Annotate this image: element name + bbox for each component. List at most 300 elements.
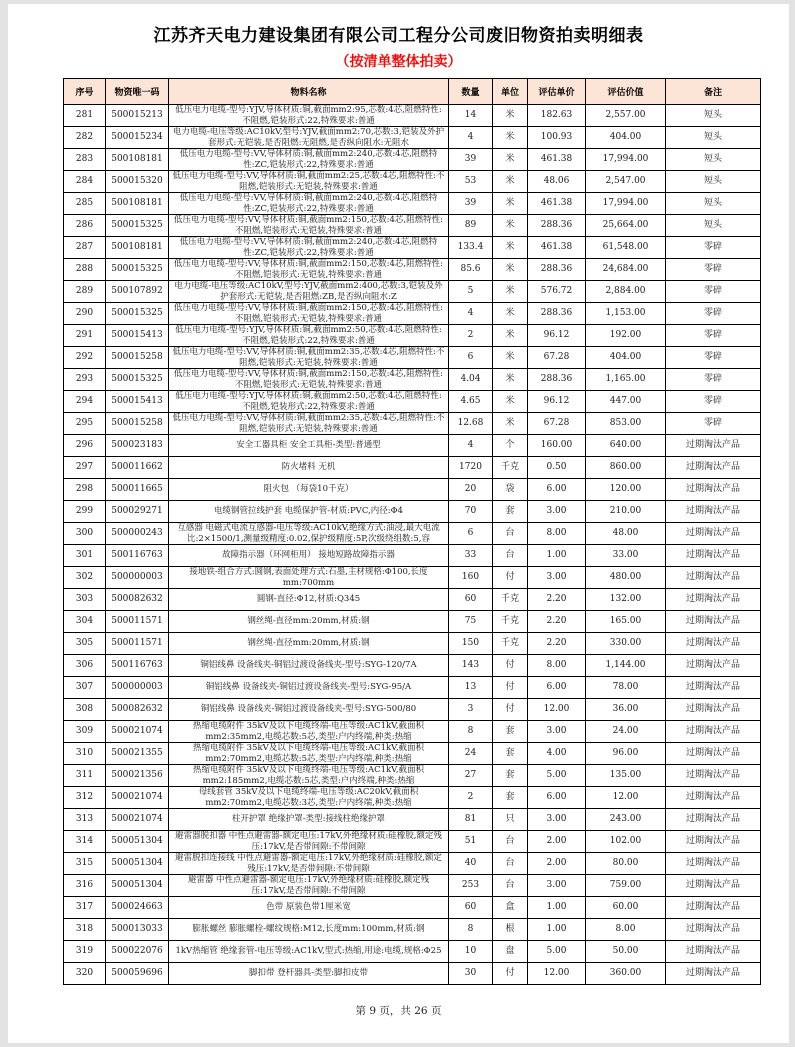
cell-code: 500015320: [106, 171, 169, 193]
cell-seq: 295: [64, 413, 106, 435]
cell-seq: 297: [64, 457, 106, 479]
cell-seq: 311: [64, 765, 106, 787]
cell-code: 500000003: [106, 677, 169, 699]
cell-code: 500108181: [106, 149, 169, 171]
cell-price: 8.00: [528, 655, 586, 677]
cell-price: 160.00: [528, 435, 586, 457]
cell-qty: 1720: [449, 457, 493, 479]
cell-value: 25,664.00: [586, 215, 666, 237]
cell-note: 过期淘汰产品: [666, 567, 761, 589]
cell-price: 461.38: [528, 237, 586, 259]
table-row: [64, 303, 761, 325]
cell-code: 500011665: [106, 479, 169, 501]
cell-seq: 301: [64, 545, 106, 567]
cell-name: 故障指示器（环网柜用） 接地短路故障指示器: [169, 545, 449, 567]
cell-note: 短头: [666, 215, 761, 237]
cell-qty: 13: [449, 677, 493, 699]
cell-qty: 150: [449, 633, 493, 655]
cell-unit: 盒: [493, 897, 528, 919]
cell-unit: 米: [493, 369, 528, 391]
table-row: [64, 105, 761, 127]
cell-name: 圆钢-直径:Φ12,材质:Q345: [169, 589, 449, 611]
cell-code: 500116763: [106, 655, 169, 677]
cell-seq: 292: [64, 347, 106, 369]
cell-value: 480.00: [586, 567, 666, 589]
cell-code: 500021074: [106, 787, 169, 809]
cell-name: 低压电力电缆-型号:VV,导体材质:铜,截面mm2:150,芯数:4芯,阻燃特性:不阻燃,铠装形式:无铠装,特殊要求:普通: [169, 303, 449, 325]
cell-value: 1,153.00: [586, 303, 666, 325]
cell-qty: 8: [449, 721, 493, 743]
cell-note: 短头: [666, 193, 761, 215]
cell-code: 500013033: [106, 919, 169, 941]
cell-qty: 6: [449, 523, 493, 545]
cell-name: 低压电力电缆-型号:VV,导体材质:铜,截面mm2:240,芯数:4芯,阻燃特性:ZC,铠装形式:22,特殊要求:普通: [169, 193, 449, 215]
table-row: [64, 567, 761, 589]
cell-unit: 套: [493, 501, 528, 523]
cell-price: 3.00: [528, 567, 586, 589]
table-row: [64, 919, 761, 941]
cell-unit: 套: [493, 765, 528, 787]
cell-qty: 81: [449, 809, 493, 831]
cell-value: 60.00: [586, 897, 666, 919]
cell-qty: 4.04: [449, 369, 493, 391]
table-row: [64, 765, 761, 787]
cell-name: 防火堵料 无机: [169, 457, 449, 479]
table-row: [64, 435, 761, 457]
cell-note: 过期淘汰产品: [666, 743, 761, 765]
cell-value: 404.00: [586, 127, 666, 149]
table-row: [64, 281, 761, 303]
cell-name: 阻火包 （每袋10千克）: [169, 479, 449, 501]
cell-qty: 160: [449, 567, 493, 589]
cell-name: 低压电力电缆-型号:VV,导体材质:铜,截面mm2:150,芯数:4芯,阻燃特性:不阻燃,铠装形式:无铠装,特殊要求:普通: [169, 369, 449, 391]
cell-code: 500015258: [106, 413, 169, 435]
cell-price: 4.00: [528, 743, 586, 765]
cell-name: 柱开护罩 绝缘护罩-类型:接线柱绝缘护罩: [169, 809, 449, 831]
cell-seq: 315: [64, 853, 106, 875]
cell-price: 3.00: [528, 875, 586, 897]
document-page: [8, 4, 789, 1043]
cell-value: 1,144.00: [586, 655, 666, 677]
cell-name: 电力电缆-电压等级:AC10kV,型号:YJV,截面mm2:70,芯数:3,铠装及外护套形式:无铠装,是否阻燃:无阻燃,是否纵向阻水:无阻水: [169, 127, 449, 149]
cell-unit: 台: [493, 523, 528, 545]
table-row: [64, 897, 761, 919]
cell-name: 脚扣带 登杆器具-类型:脚扣皮带: [169, 963, 449, 985]
cell-qty: 12.68: [449, 413, 493, 435]
cell-note: 零碎: [666, 391, 761, 413]
cell-code: 500107892: [106, 281, 169, 303]
cell-price: 5.00: [528, 765, 586, 787]
page-number: 第 9 页，共 26 页: [355, 1005, 442, 1017]
cell-note: 过期淘汰产品: [666, 677, 761, 699]
cell-code: 500108181: [106, 193, 169, 215]
cell-seq: 294: [64, 391, 106, 413]
cell-price: 1.00: [528, 897, 586, 919]
cell-unit: 付: [493, 655, 528, 677]
cell-unit: 袋: [493, 479, 528, 501]
cell-value: 17,994.00: [586, 149, 666, 171]
cell-name: 铜铝线鼻 设备线夹-铜铝过渡设备线夹-型号:SYG-95/A: [169, 677, 449, 699]
table-row: [64, 809, 761, 831]
cell-price: 2.20: [528, 633, 586, 655]
cell-name: 1kV热缩管 绝缘套管-电压等级:AC1kV,型式:热缩,用途:电缆,规格:Φ25: [169, 941, 449, 963]
cell-code: 500015325: [106, 303, 169, 325]
cell-value: 860.00: [586, 457, 666, 479]
cell-unit: 米: [493, 303, 528, 325]
cell-code: 500015325: [106, 215, 169, 237]
cell-note: 过期淘汰产品: [666, 545, 761, 567]
cell-value: 120.00: [586, 479, 666, 501]
cell-name: 铜铝线鼻 设备线夹-铜铝过渡设备线夹-型号:SYG-120/7A: [169, 655, 449, 677]
cell-note: 过期淘汰产品: [666, 699, 761, 721]
cell-price: 96.12: [528, 391, 586, 413]
cell-value: 17,994.00: [586, 193, 666, 215]
cell-qty: 39: [449, 149, 493, 171]
cell-price: 1.00: [528, 545, 586, 567]
table-row: [64, 457, 761, 479]
cell-code: 500011662: [106, 457, 169, 479]
cell-code: 500021074: [106, 809, 169, 831]
cell-seq: 293: [64, 369, 106, 391]
cell-price: 288.36: [528, 369, 586, 391]
cell-seq: 308: [64, 699, 106, 721]
cell-unit: 米: [493, 325, 528, 347]
cell-seq: 303: [64, 589, 106, 611]
cell-price: 67.28: [528, 413, 586, 435]
cell-value: 2,884.00: [586, 281, 666, 303]
table-row: [64, 853, 761, 875]
cell-value: 330.00: [586, 633, 666, 655]
cell-qty: 14: [449, 105, 493, 127]
cell-name: 互感器 电磁式电流互感器-电压等级:AC10kV,绝缘方式:油浸,最大电流比:2×1500/1,测量级精度:0.02,保护级精度:5P,次级绕组数:5,容: [169, 523, 449, 545]
cell-name: 电缆钢管拉线护套 电缆保护管-材质:PVC,内径:Φ4: [169, 501, 449, 523]
cell-qty: 75: [449, 611, 493, 633]
cell-note: 过期淘汰产品: [666, 765, 761, 787]
cell-value: 50.00: [586, 941, 666, 963]
cell-seq: 289: [64, 281, 106, 303]
cell-price: 2.00: [528, 831, 586, 853]
cell-code: 500015413: [106, 325, 169, 347]
table-row: [64, 171, 761, 193]
cell-unit: 付: [493, 567, 528, 589]
cell-price: 3.00: [528, 809, 586, 831]
cell-name: 色带 原装色带1厘米宽: [169, 897, 449, 919]
cell-qty: 60: [449, 589, 493, 611]
cell-value: 24.00: [586, 721, 666, 743]
cell-qty: 6: [449, 347, 493, 369]
materials-table: [63, 78, 761, 985]
cell-price: 576.72: [528, 281, 586, 303]
cell-code: 500022076: [106, 941, 169, 963]
cell-value: 360.00: [586, 963, 666, 985]
cell-code: 500082632: [106, 699, 169, 721]
cell-code: 500051304: [106, 875, 169, 897]
cell-value: 2,557.00: [586, 105, 666, 127]
cell-seq: 317: [64, 897, 106, 919]
cell-note: 零碎: [666, 259, 761, 281]
cell-unit: 米: [493, 413, 528, 435]
cell-seq: 318: [64, 919, 106, 941]
cell-qty: 4.65: [449, 391, 493, 413]
cell-code: 500024663: [106, 897, 169, 919]
cell-name: 低压电力电缆-型号:VV,导体材质:铜,截面mm2:240,芯数:4芯,阻燃特性:ZC,铠装形式:22,特殊要求:普通: [169, 237, 449, 259]
cell-code: 500051304: [106, 831, 169, 853]
cell-qty: 70: [449, 501, 493, 523]
cell-qty: 89: [449, 215, 493, 237]
cell-code: 500108181: [106, 237, 169, 259]
cell-name: 安全工器具柜 安全工具柜-类型:普通型: [169, 435, 449, 457]
cell-note: 过期淘汰产品: [666, 435, 761, 457]
cell-note: 短头: [666, 127, 761, 149]
table-row: [64, 875, 761, 897]
cell-unit: 个: [493, 435, 528, 457]
cell-unit: 千克: [493, 611, 528, 633]
cell-code: 500015325: [106, 369, 169, 391]
cell-unit: 付: [493, 699, 528, 721]
table-row: [64, 677, 761, 699]
cell-value: 8.00: [586, 919, 666, 941]
cell-price: 288.36: [528, 259, 586, 281]
cell-note: 过期淘汰产品: [666, 941, 761, 963]
table-row: [64, 721, 761, 743]
cell-seq: 284: [64, 171, 106, 193]
cell-unit: 台: [493, 875, 528, 897]
cell-seq: 305: [64, 633, 106, 655]
table-row: [64, 413, 761, 435]
cell-name: 接地铁-组合方式:圆钢,表面处理方式:石墨,主材规格:Φ100,长度mm:700mm: [169, 567, 449, 589]
cell-name: 低压电力电缆-型号:VV,导体材质:铜,截面mm2:150,芯数:4芯,阻燃特性:不阻燃,铠装形式:无铠装,特殊要求:普通: [169, 215, 449, 237]
table-row: [64, 655, 761, 677]
cell-unit: 套: [493, 787, 528, 809]
cell-price: 67.28: [528, 347, 586, 369]
cell-value: 2,547.00: [586, 171, 666, 193]
table-row: [64, 699, 761, 721]
column-header: 评估价值: [586, 79, 666, 105]
cell-qty: 253: [449, 875, 493, 897]
table-row: [64, 787, 761, 809]
cell-code: 500011571: [106, 611, 169, 633]
cell-name: 热缩电缆附件 35kV及以下电缆终端-电压等级:AC1kV,截面积mm2:185mm2,电缆芯数:5芯,类型:户内终端,种类:热缩: [169, 765, 449, 787]
cell-value: 210.00: [586, 501, 666, 523]
cell-note: 短头: [666, 171, 761, 193]
cell-seq: 320: [64, 963, 106, 985]
table-row: [64, 963, 761, 985]
cell-note: 过期淘汰产品: [666, 457, 761, 479]
cell-price: 5.00: [528, 941, 586, 963]
cell-qty: 3: [449, 699, 493, 721]
cell-value: 447.00: [586, 391, 666, 413]
cell-name: 避雷器 中性点避雷器-额定电压:17kV,外绝缘材质:硅橡胶,额定残压:17kV,是否带间隙:不带间隙: [169, 875, 449, 897]
table-row: [64, 127, 761, 149]
cell-unit: 米: [493, 171, 528, 193]
cell-value: 36.00: [586, 699, 666, 721]
table-row: [64, 347, 761, 369]
cell-seq: 283: [64, 149, 106, 171]
cell-price: 2.00: [528, 853, 586, 875]
column-header: 序号: [64, 79, 106, 105]
cell-qty: 51: [449, 831, 493, 853]
cell-qty: 8: [449, 919, 493, 941]
cell-seq: 307: [64, 677, 106, 699]
cell-price: 2.20: [528, 589, 586, 611]
cell-note: 过期淘汰产品: [666, 523, 761, 545]
cell-seq: 285: [64, 193, 106, 215]
cell-seq: 309: [64, 721, 106, 743]
cell-name: 低压电力电缆-型号:YJV,导体材质:铜,截面mm2:95,芯数:4芯,阻燃特性:不阻燃,铠装形式:22,特殊要求:普通: [169, 105, 449, 127]
cell-value: 243.00: [586, 809, 666, 831]
cell-seq: 304: [64, 611, 106, 633]
cell-name: 低压电力电缆-型号:VV,导体材质:铜,截面mm2:35,芯数:4芯,阻燃特性:不阻燃,铠装形式:无铠装,特殊要求:普通: [169, 413, 449, 435]
cell-seq: 316: [64, 875, 106, 897]
table-row: [64, 237, 761, 259]
cell-seq: 286: [64, 215, 106, 237]
column-header: 评估单价: [528, 79, 586, 105]
cell-seq: 314: [64, 831, 106, 853]
cell-seq: 310: [64, 743, 106, 765]
cell-qty: 24: [449, 743, 493, 765]
cell-note: 过期淘汰产品: [666, 655, 761, 677]
cell-name: 低压电力电缆-型号:VV,导体材质:铜,截面mm2:25,芯数:4芯,阻燃特性:不阻燃,铠装形式:无铠装,特殊要求:普通: [169, 171, 449, 193]
cell-seq: 300: [64, 523, 106, 545]
cell-value: 78.00: [586, 677, 666, 699]
cell-code: 500000243: [106, 523, 169, 545]
table-row: [64, 523, 761, 545]
cell-value: 48.00: [586, 523, 666, 545]
cell-name: 低压电力电缆-型号:VV,导体材质:铜,截面mm2:35,芯数:4芯,阻燃特性:不阻燃,铠装形式:无铠装,特殊要求:普通: [169, 347, 449, 369]
table-row: [64, 611, 761, 633]
cell-name: 铜铝线鼻 设备线夹-铜铝过渡设备线夹-型号:SYG-500/80: [169, 699, 449, 721]
cell-unit: 米: [493, 391, 528, 413]
cell-unit: 米: [493, 259, 528, 281]
cell-price: 461.38: [528, 193, 586, 215]
cell-unit: 只: [493, 809, 528, 831]
cell-note: 短头: [666, 105, 761, 127]
cell-name: 避雷器脱扣器 中性点避雷器-额定电压:17kV,外绝缘材质:硅橡胶,额定残压:17kV,是否带间隙:不带间隙: [169, 831, 449, 853]
cell-name: 电力电缆-电压等级:AC10kV,型号:YJV,截面mm2:400,芯数:3,铠装及外护套形式:无铠装,是否阻燃:ZB,是否纵向阻水:Z: [169, 281, 449, 303]
cell-seq: 282: [64, 127, 106, 149]
cell-code: 500000003: [106, 567, 169, 589]
cell-note: 过期淘汰产品: [666, 963, 761, 985]
cell-price: 288.36: [528, 215, 586, 237]
cell-name: 避雷脱扣连接线 中性点避雷器-额定电压:17kV,外绝缘材质:硅橡胶,额定残压:17kV,是否带间隙:不带间隙: [169, 853, 449, 875]
cell-name: 钢丝绳-直径mm:20mm,材质:钢: [169, 633, 449, 655]
cell-unit: 盘: [493, 941, 528, 963]
cell-note: 短头: [666, 149, 761, 171]
cell-unit: 付: [493, 963, 528, 985]
cell-code: 500051304: [106, 853, 169, 875]
cell-value: 640.00: [586, 435, 666, 457]
cell-code: 500021355: [106, 743, 169, 765]
cell-unit: 千克: [493, 457, 528, 479]
cell-qty: 4: [449, 127, 493, 149]
cell-name: 低压电力电缆-型号:VV,导体材质:铜,截面mm2:150,芯数:4芯,阻燃特性:不阻燃,铠装形式:无铠装,特殊要求:普通: [169, 259, 449, 281]
cell-note: 过期淘汰产品: [666, 633, 761, 655]
cell-note: 零碎: [666, 347, 761, 369]
cell-unit: 千克: [493, 633, 528, 655]
cell-note: 零碎: [666, 413, 761, 435]
cell-unit: 米: [493, 347, 528, 369]
cell-name: 钢丝绳-直径mm:20mm,材质:钢: [169, 611, 449, 633]
cell-code: 500082632: [106, 589, 169, 611]
cell-name: 低压电力电缆-型号:VV,导体材质:铜,截面mm2:240,芯数:4芯,阻燃特性:ZC,铠装形式:22,特殊要求:普通: [169, 149, 449, 171]
cell-price: 1.00: [528, 919, 586, 941]
cell-price: 96.12: [528, 325, 586, 347]
cell-value: 24,684.00: [586, 259, 666, 281]
table-row: [64, 941, 761, 963]
table-row: [64, 193, 761, 215]
cell-unit: 千克: [493, 589, 528, 611]
cell-unit: 米: [493, 149, 528, 171]
column-header: 单位: [493, 79, 528, 105]
table-row: [64, 391, 761, 413]
cell-qty: 10: [449, 941, 493, 963]
cell-note: 零碎: [666, 369, 761, 391]
cell-note: 过期淘汰产品: [666, 897, 761, 919]
table-row: [64, 501, 761, 523]
cell-qty: 2: [449, 787, 493, 809]
table-row: [64, 215, 761, 237]
table-row: [64, 325, 761, 347]
cell-seq: 287: [64, 237, 106, 259]
cell-price: 182.63: [528, 105, 586, 127]
cell-value: 759.00: [586, 875, 666, 897]
cell-price: 6.00: [528, 479, 586, 501]
table-row: [64, 831, 761, 853]
cell-price: 3.00: [528, 721, 586, 743]
cell-unit: 台: [493, 853, 528, 875]
cell-value: 192.00: [586, 325, 666, 347]
table-row: [64, 479, 761, 501]
cell-note: 过期淘汰产品: [666, 831, 761, 853]
cell-code: 500015213: [106, 105, 169, 127]
cell-unit: 台: [493, 831, 528, 853]
cell-qty: 20: [449, 479, 493, 501]
cell-qty: 143: [449, 655, 493, 677]
cell-seq: 302: [64, 567, 106, 589]
cell-unit: 米: [493, 237, 528, 259]
cell-code: 500015258: [106, 347, 169, 369]
cell-code: 500023183: [106, 435, 169, 457]
cell-name: 热缩电缆附件 35kV及以下电缆终端-电压等级:AC1kV,截面积mm2:35mm2,电缆芯数:5芯,类型:户内终端,种类:热缩: [169, 721, 449, 743]
cell-seq: 288: [64, 259, 106, 281]
cell-unit: 米: [493, 105, 528, 127]
cell-price: 48.06: [528, 171, 586, 193]
cell-name: 膨胀螺丝 膨胀螺栓-螺纹规格:M12,长度mm:100mm,材质:钢: [169, 919, 449, 941]
cell-price: 0.50: [528, 457, 586, 479]
cell-code: 500015413: [106, 391, 169, 413]
cell-value: 132.00: [586, 589, 666, 611]
cell-qty: 4: [449, 303, 493, 325]
cell-unit: 米: [493, 193, 528, 215]
table-row: [64, 633, 761, 655]
cell-qty: 85.6: [449, 259, 493, 281]
table-row: [64, 545, 761, 567]
cell-price: 12.00: [528, 699, 586, 721]
cell-unit: 米: [493, 281, 528, 303]
cell-value: 1,165.00: [586, 369, 666, 391]
cell-note: 过期淘汰产品: [666, 787, 761, 809]
cell-name: 热缩电缆附件 35kV及以下电缆终端-电压等级:AC1kV,截面积mm2:70mm2,电缆芯数:5芯,类型:户内终端,种类:热缩: [169, 743, 449, 765]
cell-seq: 290: [64, 303, 106, 325]
cell-note: 零碎: [666, 325, 761, 347]
page-title: 江苏齐天电力建设集团有限公司工程分公司废旧物资拍卖明细表: [153, 26, 644, 46]
column-header: 物资唯一码: [106, 79, 169, 105]
cell-name: 母线套管 35kV及以下电缆终端-电压等级:AC20kV,截面积mm2:70mm2,电缆芯数:3芯,类型:户内终端,种类:热缩: [169, 787, 449, 809]
cell-unit: 台: [493, 545, 528, 567]
cell-qty: 33: [449, 545, 493, 567]
table-row: [64, 743, 761, 765]
cell-qty: 5: [449, 281, 493, 303]
